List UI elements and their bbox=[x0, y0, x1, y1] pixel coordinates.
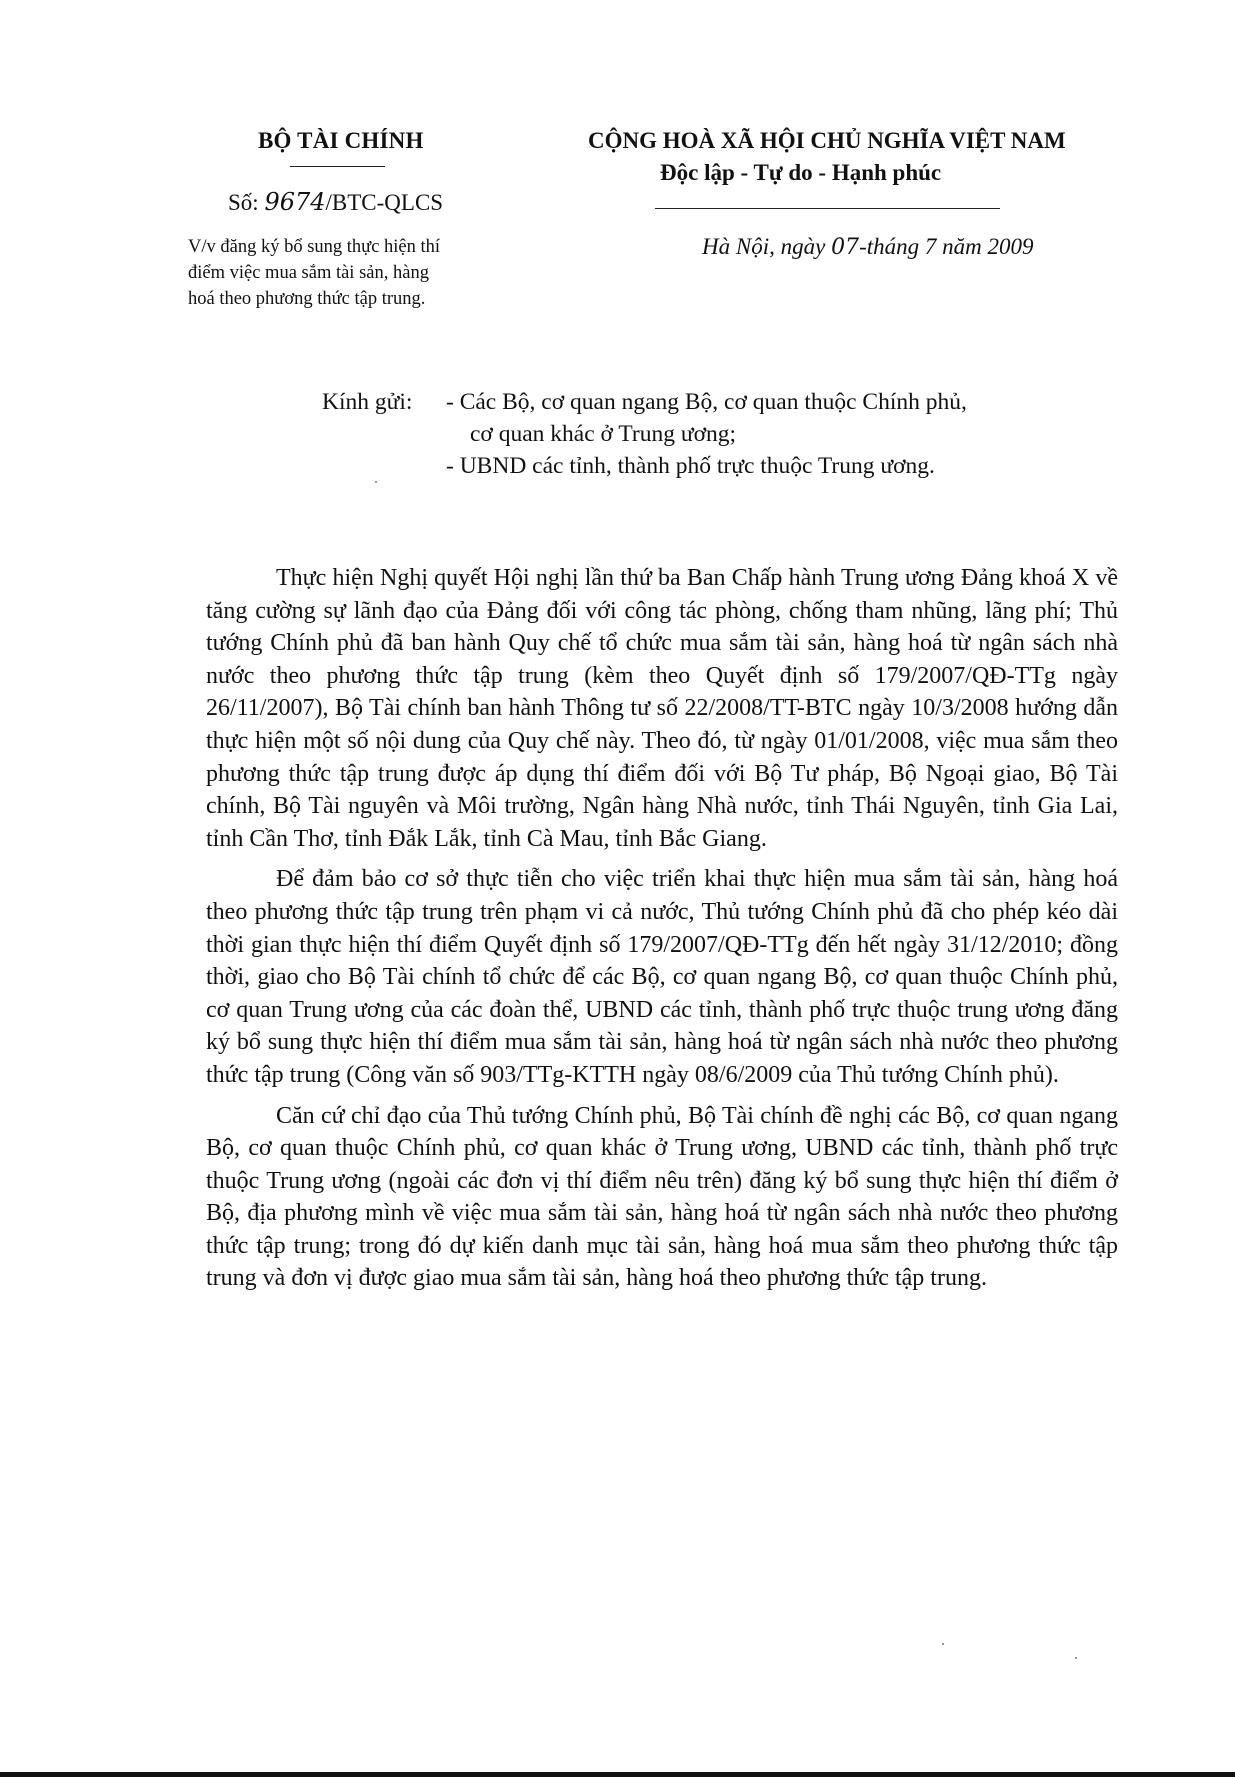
body-paragraph: Để đảm bảo cơ sở thực tiễn cho việc triển khai thực hiện mua sắm tài sản, hàng hoá theo phương thức tập trung trên phạm vi cả nước, Thủ tướng Chính phủ đã cho phép kéo dài thời gian thực hiện thí điểm Quyết định số 179/2007/QĐ-TTg đến hết ngày 31/12/2010; đồng thời, giao cho Bộ Tài chính tổ chức để các Bộ, cơ quan ngang Bộ, cơ quan thuộc Chính phủ, cơ quan Trung ương của các đoàn thể, UBND các tỉnh, thành phố trực thuộc trung ương đăng ký bổ sung thực hiện thí điểm mua sắm tài sản, hàng hoá từ ngân sách nhà nước theo phương thức tập trung (Công văn số 903/TTg-KTTH ngày 08/6/2009 của Thủ tướng Chính phủ). bbox=[206, 866, 1118, 1088]
doc-number-prefix: Số: bbox=[228, 190, 265, 215]
document-number bbox=[228, 188, 443, 216]
org-underline bbox=[290, 166, 385, 167]
scan-bottom-edge bbox=[0, 1772, 1235, 1777]
scan-speck bbox=[375, 481, 377, 483]
date-prefix: Hà Nội, ngày bbox=[702, 234, 832, 259]
national-title: CỘNG HOÀ XÃ HỘI CHỦ NGHĨA VIỆT NAM bbox=[588, 128, 1066, 153]
subject-line-3: hoá theo phương thức tập trung. bbox=[188, 289, 426, 309]
scan-speck bbox=[942, 1643, 944, 1645]
recipient-item: - UBND các tỉnh, thành phố trực thuộc Trung ương. bbox=[446, 453, 935, 479]
recipient-item: cơ quan khác ở Trung ương; bbox=[470, 421, 737, 447]
doc-number-handwritten: 9674 bbox=[264, 188, 326, 216]
subject-line-1: V/v đăng ký bổ sung thực hiện thí bbox=[188, 237, 441, 257]
date-suffix: -tháng 7 năm 2009 bbox=[859, 234, 1034, 259]
document-body bbox=[206, 562, 1118, 1303]
issuing-organization: BỘ TÀI CHÍNH bbox=[258, 128, 424, 153]
subject-line-2: điểm việc mua sắm tài sản, hàng bbox=[188, 263, 429, 283]
motto-underline bbox=[655, 208, 1000, 209]
body-paragraph: Căn cứ chỉ đạo của Thủ tướng Chính phủ, Bộ Tài chính đề nghị các Bộ, cơ quan ngang Bộ, cơ quan thuộc Chính phủ, cơ quan khác ở Trung ương, UBND các tỉnh, thành phố trực thuộc Trung ương (ngoài các đơn vị thí điểm nêu trên) đăng ký bổ sung thực hiện thí điểm ở Bộ, địa phương mình về việc mua sắm tài sản, hàng hoá từ ngân sách nhà nước theo phương thức tập trung; trong đó dự kiến danh mục tài sản, hàng hoá mua sắm theo phương thức tập trung và đơn vị được giao mua sắm tài sản, hàng hoá theo phương thức tập trung. bbox=[206, 1102, 1118, 1292]
national-motto: Độc lập - Tự do - Hạnh phúc bbox=[660, 160, 942, 185]
scan-speck bbox=[1075, 1657, 1077, 1659]
doc-number-suffix: /BTC-QLCS bbox=[325, 190, 444, 215]
recipients-label: Kính gửi: bbox=[322, 389, 413, 415]
issue-date bbox=[702, 234, 1033, 260]
body-paragraph: Thực hiện Nghị quyết Hội nghị lần thứ ba Ban Chấp hành Trung ương Đảng khoá X về tăng cường sự lãnh đạo của Đảng đối với công tác phòng, chống tham nhũng, lãng phí; Thủ tướng Chính phủ đã ban hành Quy chế tổ chức mua sắm tài sản, hàng hoá từ ngân sách nhà nước theo phương thức tập trung (kèm theo Quyết định số 179/2007/QĐ-TTg ngày 26/11/2007), Bộ Tài chính ban hành Thông tư số 22/2008/TT-BTC ngày 10/3/2008 hướng dẫn thực hiện một số nội dung của Quy chế này. Theo đó, từ ngày 01/01/2008, việc mua sắm theo phương thức tập trung được áp dụng thí điểm đối với Bộ Tư pháp, Bộ Ngoại giao, Bộ Tài chính, Bộ Tài nguyên và Môi trường, Ngân hàng Nhà nước, tỉnh Thái Nguyên, tỉnh Gia Lai, tỉnh Cần Thơ, tỉnh Đắk Lắk, tỉnh Cà Mau, tỉnh Bắc Giang. bbox=[206, 565, 1118, 852]
recipient-item: - Các Bộ, cơ quan ngang Bộ, cơ quan thuộc Chính phủ, bbox=[446, 389, 967, 415]
subject-line bbox=[188, 234, 528, 312]
date-day-handwritten: 07 bbox=[831, 235, 860, 260]
